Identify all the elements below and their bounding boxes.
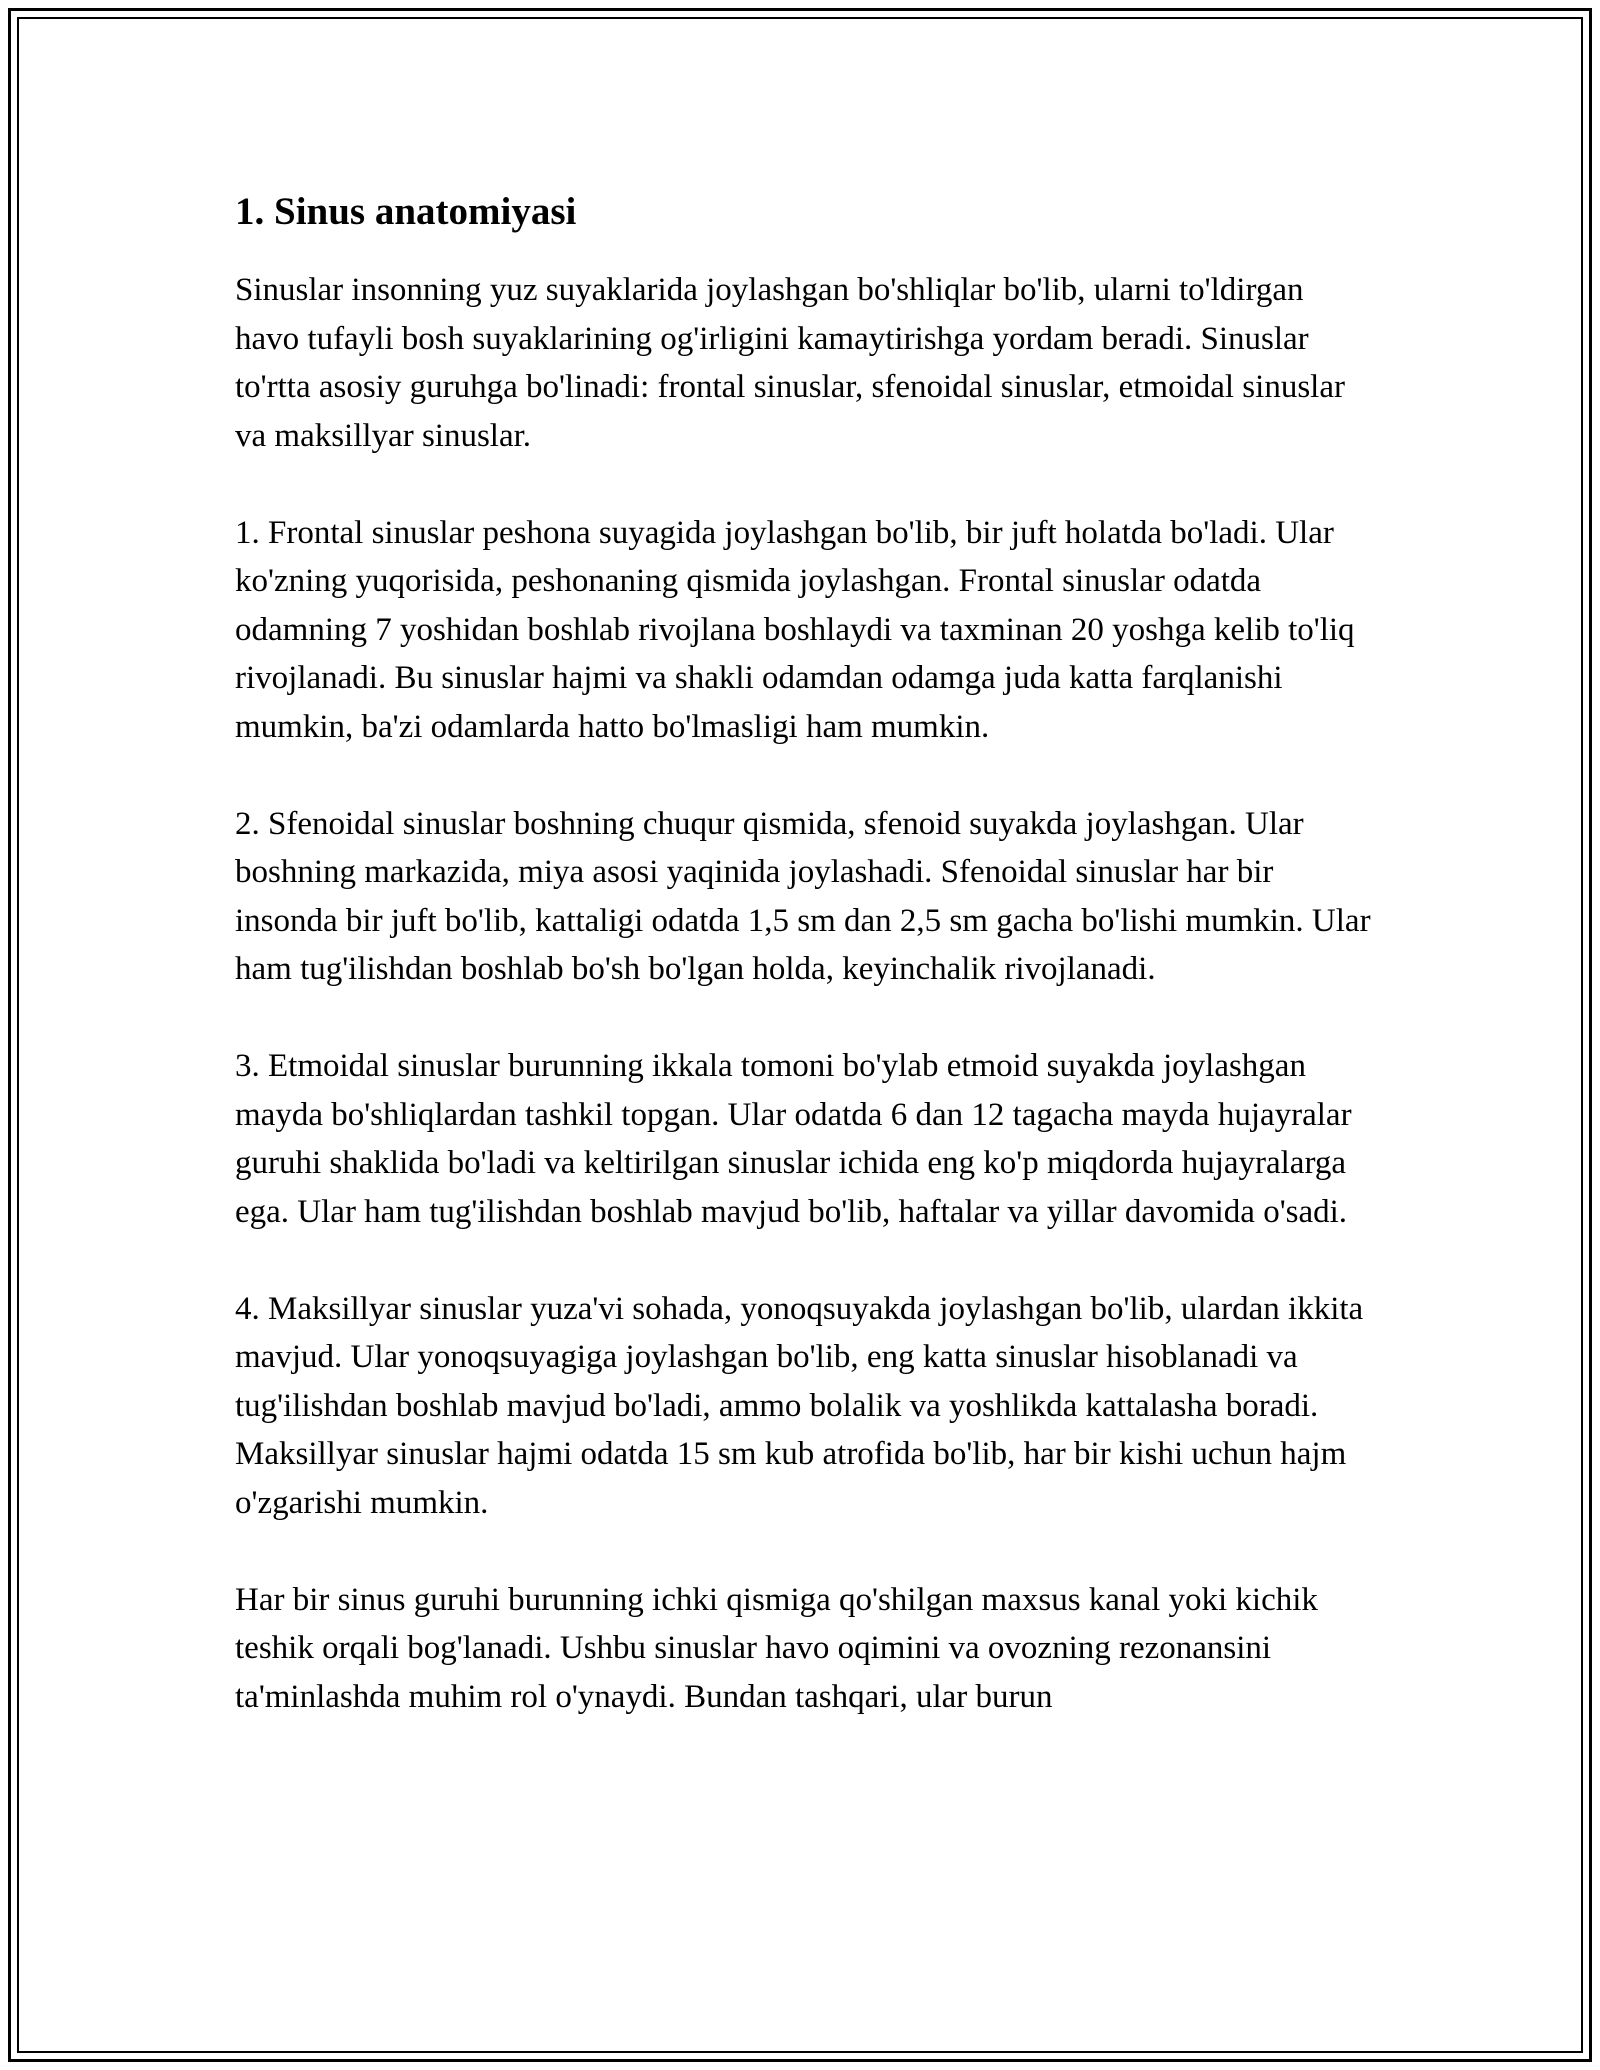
sphenoid-sinus-paragraph: 2. Sfenoidal sinuslar boshning chuqur qismida, sfenoid suyakda joylashgan. Ular boshning markazida, miya asosi yaqinida joylashadi. Sfenoidal sinuslar har bir insonda bir juft bo'lib, kattaligi odatda 1,5 sm dan 2,5 sm gacha bo'lishi mumkin. Ular ham tug'ilishdan boshlab bo'sh bo'lgan holda, keyinchalik rivojlanadi.: [235, 805, 1371, 987]
closing-paragraph: Har bir sinus guruhi burunning ichki qismiga qo'shilgan maxsus kanal yoki kichik teshik orqali bog'lanadi. Ushbu sinuslar havo oqimini va ovozning rezonansini ta'minlashda muhim rol o'ynaydi. Bundan tashqari, ular burun: [235, 1581, 1318, 1715]
ethmoid-sinus-paragraph: 3. Etmoidal sinuslar burunning ikkala tomoni bo'ylab etmoid suyakda joylashgan mayda bo'shliqlardan tashkil topgan. Ular odatda 6 dan 12 tagacha mayda hujayralar guruhi shaklida bo'ladi va keltirilgan sinuslar ichida eng ko'p miqdorda hujayralarga ega. Ular ham tug'ilishdan boshlab mavjud bo'lib, haftalar va yillar davomida o'sadi.: [235, 1048, 1352, 1230]
frontal-sinus-paragraph: 1. Frontal sinuslar peshona suyagida joylashgan bo'lib, bir juft holatda bo'ladi. Ular ko'zning yuqorisida, peshonaning qismida joylashgan. Frontal sinuslar odatda odamning 7 yoshidan boshlab rivojlana boshlaydi va taxminan 20 yoshga kelib to'liq rivojlanadi. Bu sinuslar hajmi va shakli odamdan odamga juda katta farqlanishi mumkin, ba'zi odamlarda hatto bo'lmasligi ham mumkin.: [235, 514, 1355, 745]
intro-paragraph: Sinuslar insonning yuz suyaklarida joylashgan bo'shliqlar bo'lib, ularni to'ldirgan havo tufayli bosh suyaklarining og'irligini kamaytirishga yordam beradi. Sinuslar to'rtta asosiy guruhga bo'linadi: frontal sinuslar, sfenoidal sinuslar, etmoidal sinuslar va maksillyar sinuslar.: [235, 272, 1345, 454]
document-body: [235, 188, 1375, 1721]
section-heading: 1. Sinus anatomiyasi: [235, 190, 577, 233]
maxillary-sinus-paragraph: 4. Maksillyar sinuslar yuza'vi sohada, yonoqsuyakda joylashgan bo'lib, ulardan ikkita mavjud. Ular yonoqsuyagiga joylashgan bo'lib, eng katta sinuslar hisoblanadi va tug'ilishdan boshlab mavjud bo'ladi, ammo bolalik va yoshlikda kattalasha boradi. Maksillyar sinuslar hajmi odatda 15 sm kub atrofida bo'lib, har bir kishi uchun hajm o'zgarishi mumkin.: [235, 1290, 1364, 1521]
